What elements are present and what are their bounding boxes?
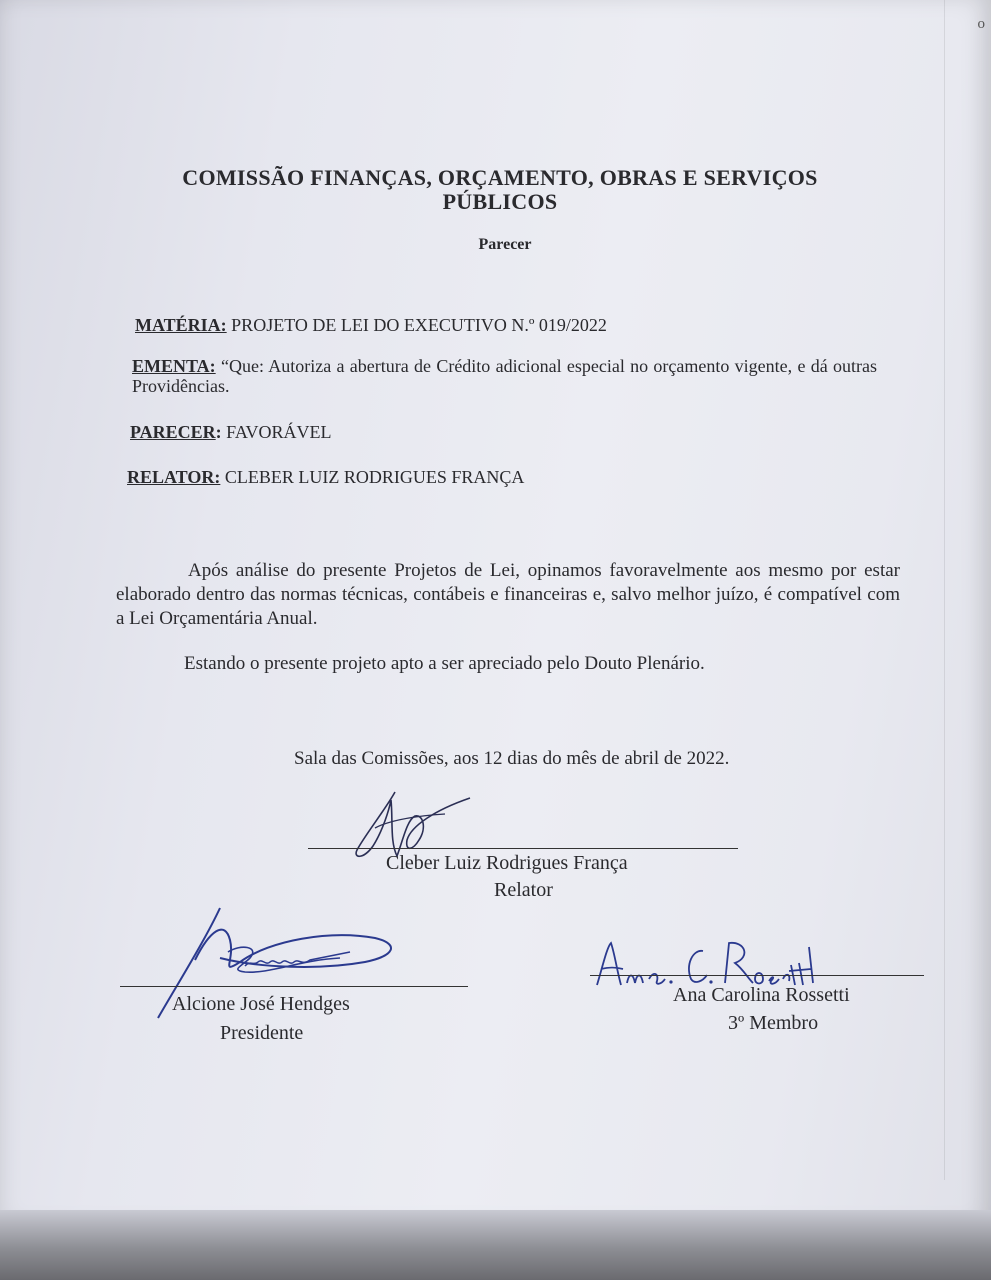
relator-value: CLEBER LUIZ RODRIGUES FRANÇA [220,467,525,487]
relator-role: Relator [494,879,553,901]
body-paragraph-2: Estando o presente projeto apto a ser apreciado pelo Douto Plenário. [184,653,705,674]
parecer-value: FAVORÁVEL [221,422,332,442]
document-title: COMISSÃO FINANÇAS, ORÇAMENTO, OBRAS E SERVIÇOS PÚBLICOS [182,165,818,214]
ementa-label: EMENTA: [132,356,216,376]
field-relator [127,467,524,487]
relator-label: RELATOR: [127,467,221,487]
materia-label: MATÉRIA: [135,315,227,335]
corner-mark: o [977,16,985,32]
table-surface [0,1210,991,1280]
relator-name: Cleber Luiz Rodrigues França [386,852,628,874]
field-parecer [130,422,332,442]
closing-line: Sala das Comissões, aos 12 dias do mês de abril de 2022. [294,748,730,769]
ementa-value: “Que: Autoriza a abertura de Crédito adicional especial no orçamento vigente, e dá outras Providências. [132,356,877,396]
materia-value: PROJETO DE LEI DO EXECUTIVO N.º 019/2022 [226,315,607,335]
presidente-role: Presidente [220,1022,304,1044]
page-edge [944,0,945,1180]
field-materia [135,315,607,335]
relator-signature-line [308,848,738,849]
parecer-colon: : [215,422,222,442]
body-paragraph-1: Após análise do presente Projetos de Lei, opinamos favoravelmente aos mesmo por estar elaborado dentro das normas técnicas, contábeis e financeiras e, salvo melhor juízo, é compatível com a Lei Orçamentária Anual. [116,560,900,629]
membro-name: Ana Carolina Rossetti [673,984,850,1006]
presidente-signature-line [120,986,468,987]
field-ementa [132,356,877,396]
membro-role: 3º Membro [728,1012,819,1034]
membro-signature-line [590,975,924,976]
presidente-name: Alcione José Hendges [172,993,350,1015]
document-subtitle: Parecer [478,236,532,253]
parecer-label: PARECER [130,422,216,442]
